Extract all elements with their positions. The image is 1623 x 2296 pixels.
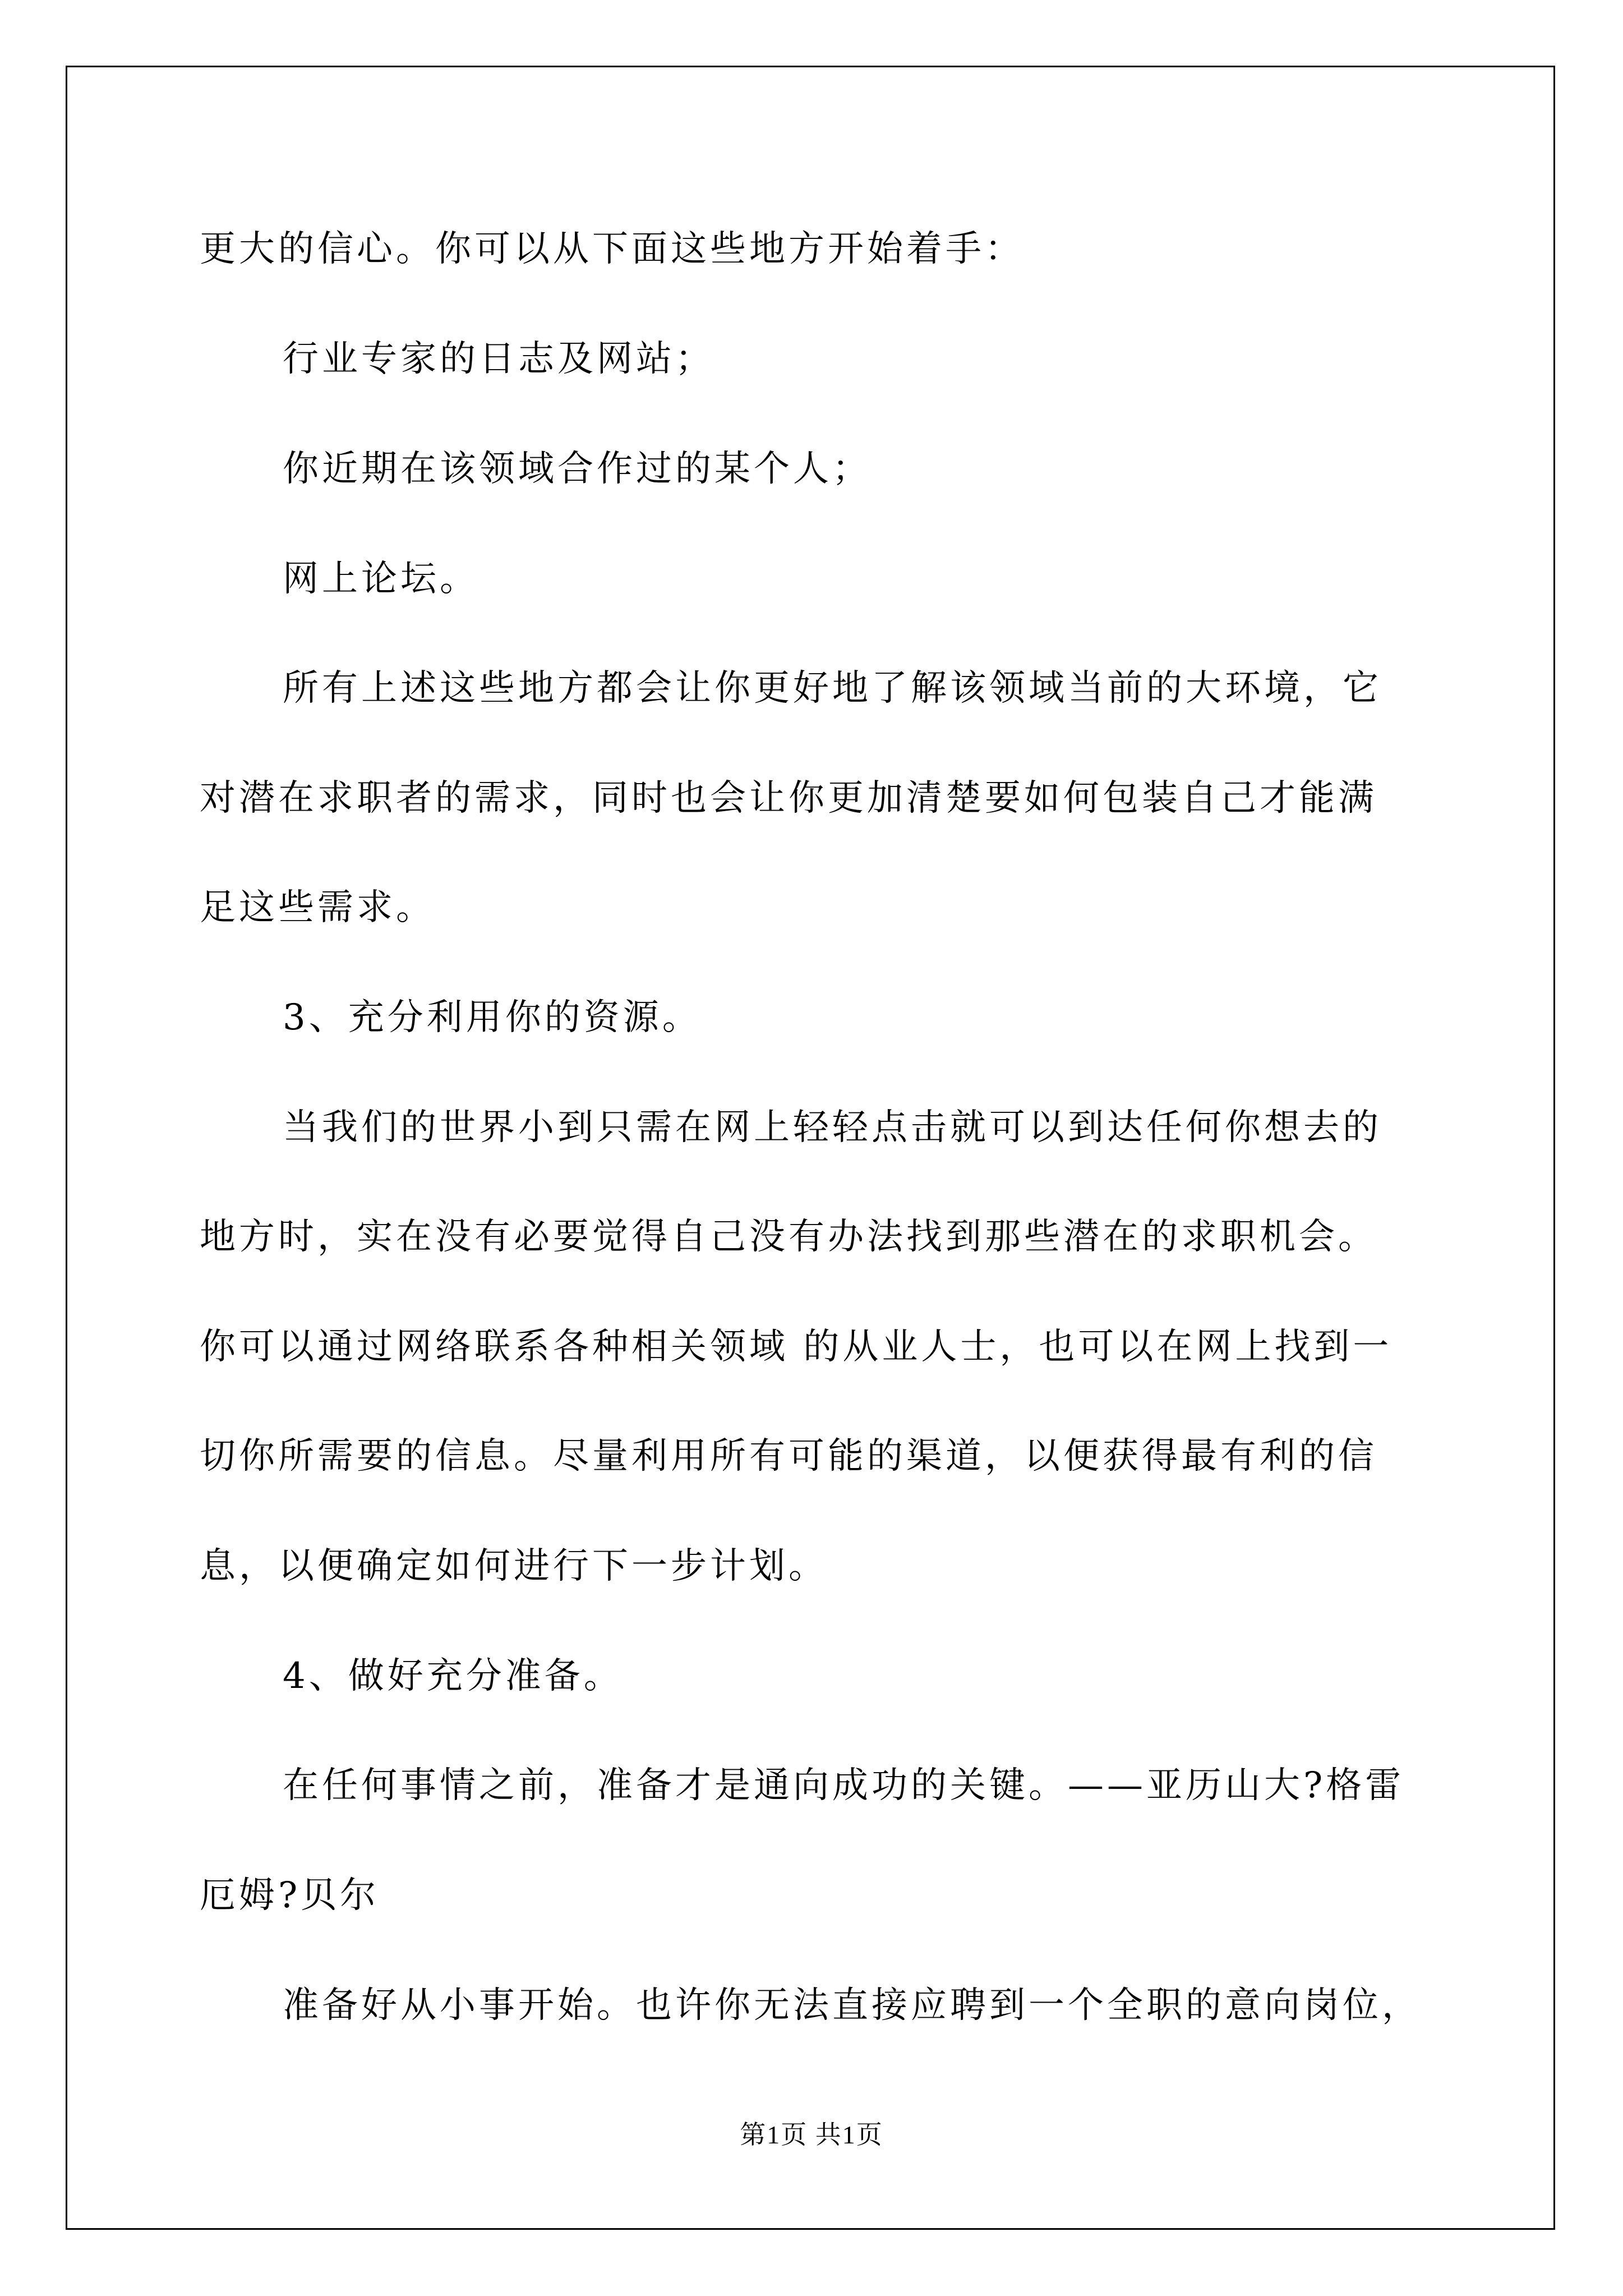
text-line: 地方时，实在没有必要觉得自己没有办法找到那些潜在的求职机会。 — [200, 1216, 1377, 1258]
text-line: 行业专家的日志及网站； — [283, 338, 714, 380]
text-line: 你近期在该领域合作过的某个人； — [283, 448, 872, 490]
text-line: 足这些需求。 — [200, 887, 435, 928]
text-line: 3、充分利用你的资源。 — [283, 997, 702, 1038]
text-line: 在任何事情之前，准备才是通向成功的关键。——亚历山大?格雷 — [283, 1765, 1405, 1806]
text-line: 当我们的世界小到只需在网上轻轻点击就可以到达任何你想去的 — [283, 1107, 1382, 1148]
text-line: 厄姆?贝尔 — [200, 1875, 380, 1916]
text-line: 更大的信心。你可以从下面这些地方开始着手： — [200, 228, 1024, 270]
text-line: 准备好从小事开始。也许你无法直接应聘到一个全职的意向岗位， — [283, 1985, 1421, 2026]
text-line: 切你所需要的信息。尽量利用所有可能的渠道，以便获得最有利的信 — [200, 1435, 1377, 1477]
text-line: 所有上述这些地方都会让你更好地了解该领域当前的大环境，它 — [283, 668, 1382, 709]
page-footer: 第1页 共1页 — [740, 2120, 883, 2149]
text-line: 网上论坛。 — [283, 558, 479, 600]
text-line: 你可以通过网络联系各种相关领域 的从业人士，也可以在网上找到一 — [200, 1326, 1393, 1368]
text-line: 4、做好充分准备。 — [283, 1655, 623, 1697]
text-line: 息，以便确定如何进行下一步计划。 — [200, 1545, 828, 1587]
text-line: 对潜在求职者的需求，同时也会让你更加清楚要如何包装自己才能满 — [200, 777, 1377, 819]
